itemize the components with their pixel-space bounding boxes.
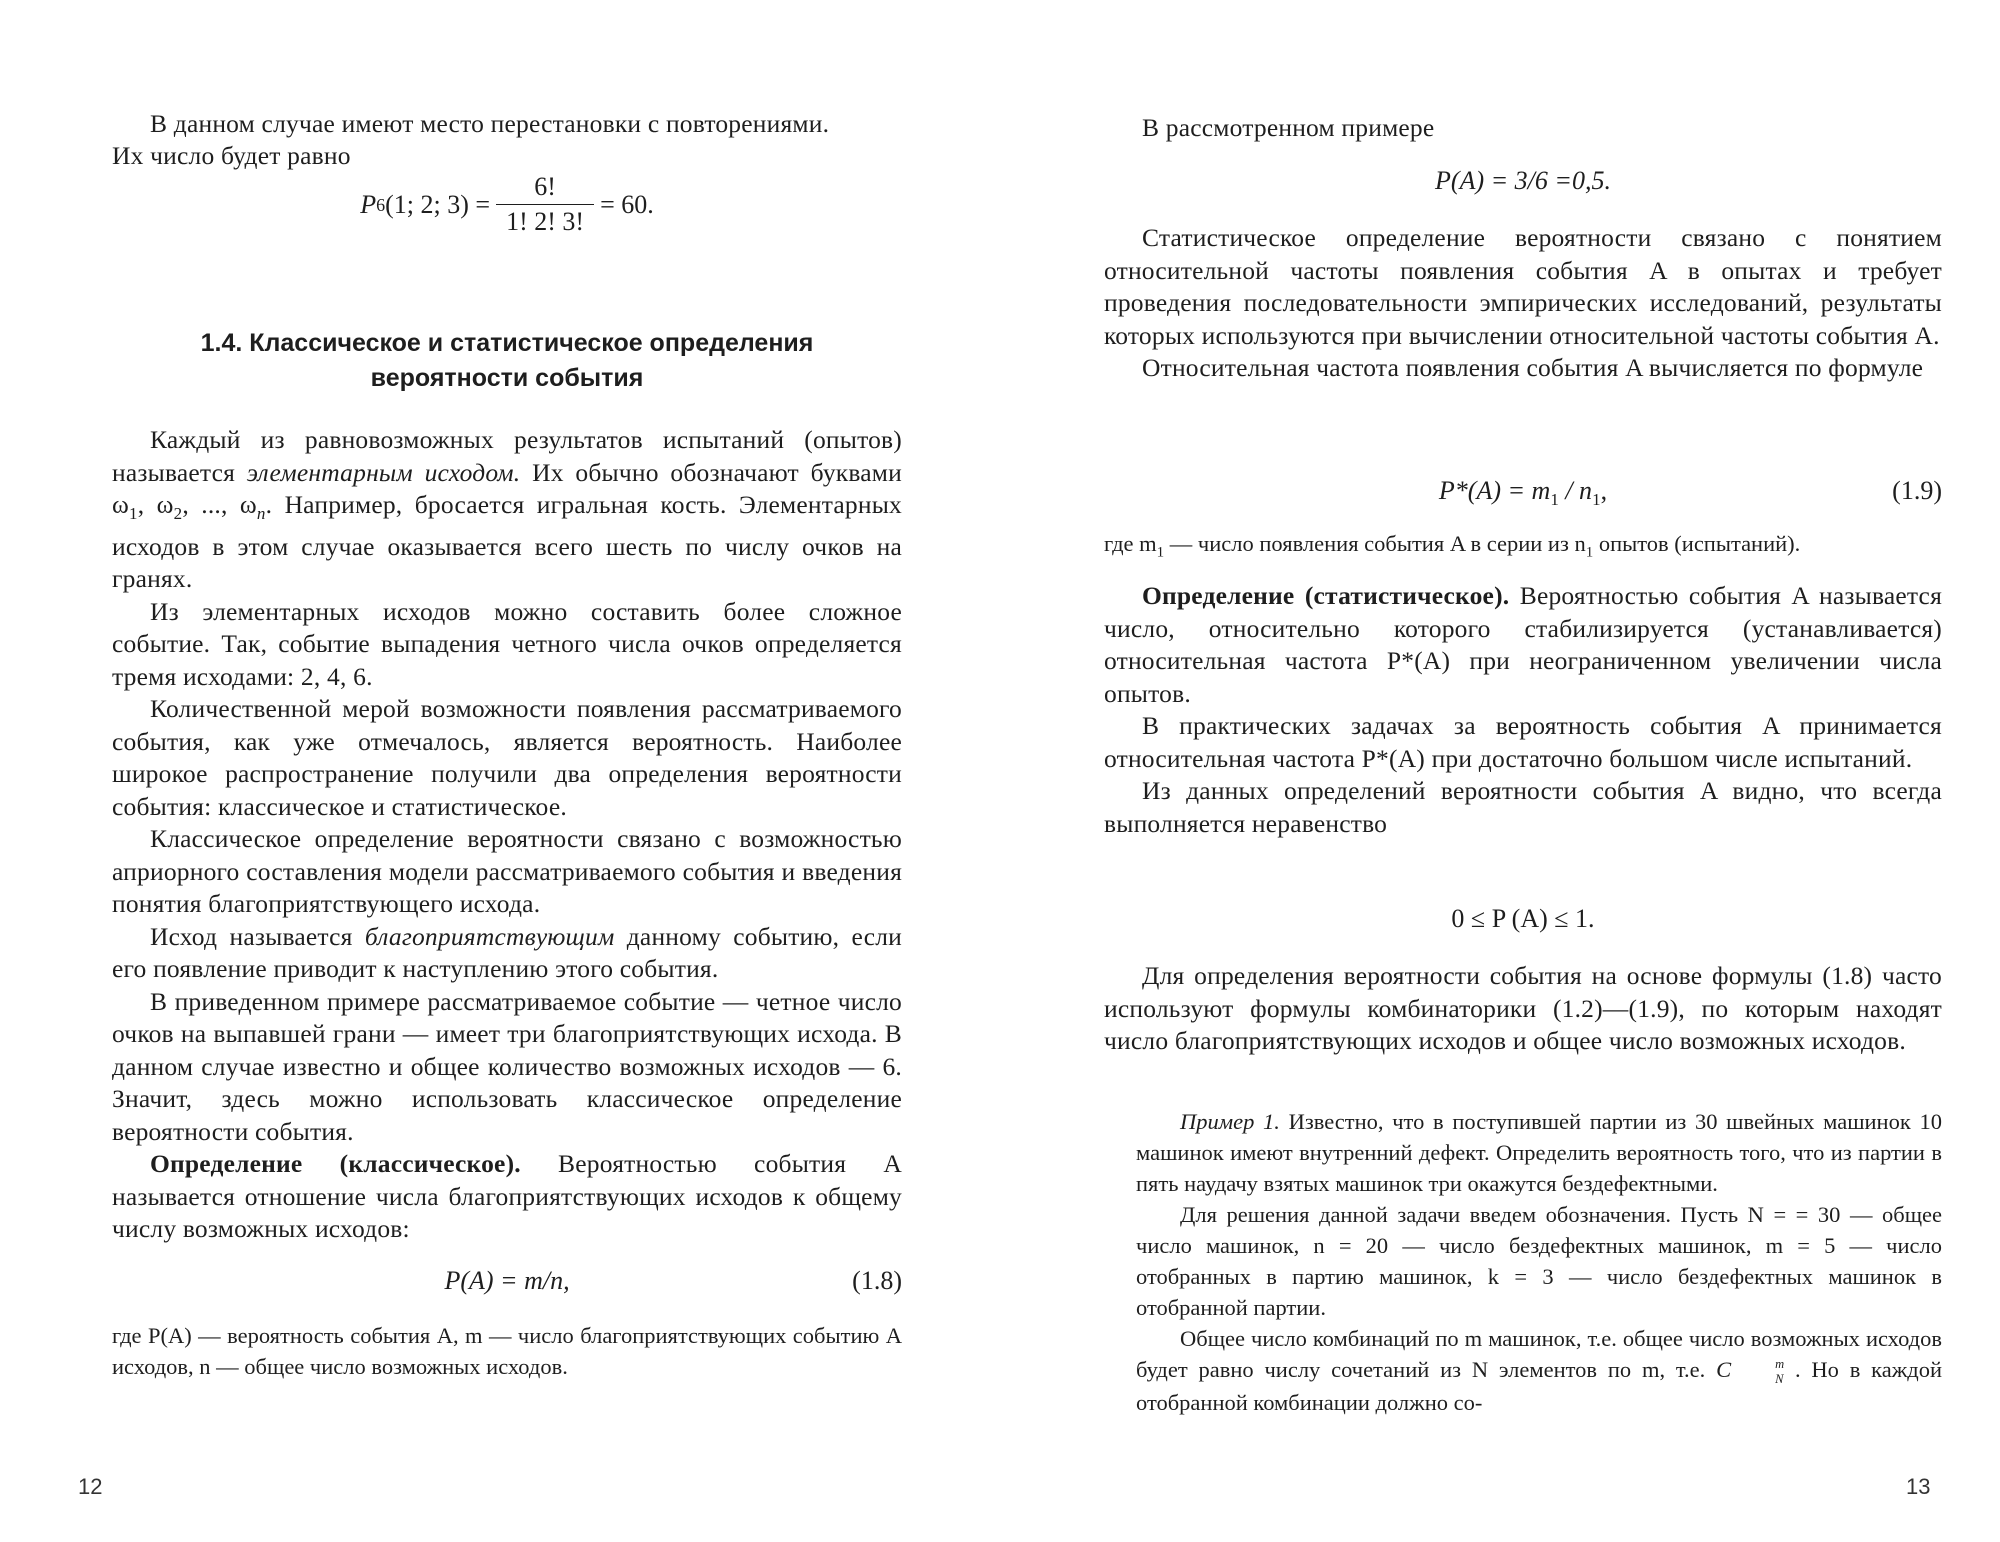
paragraph-relative-frequency: Относительная частота появления события A вычисляется по формуле bbox=[1142, 353, 1924, 382]
classic-formula-text: P(A) = m/n, bbox=[444, 1266, 570, 1295]
right-body-middle bbox=[1104, 580, 1942, 840]
perm-fraction bbox=[496, 170, 594, 239]
paragraph-practical-tasks: В практических задачах за вероятность события A принимается относительная частота P*(A) при достаточно большом числе испытаний. bbox=[1104, 711, 1942, 773]
right-body-top bbox=[1104, 222, 1942, 385]
section-heading-line-2: вероятности события bbox=[370, 364, 644, 392]
classic-formula bbox=[112, 1264, 902, 1298]
example-formula: P(A) = 3/6 =0,5. bbox=[1435, 166, 1611, 195]
paragraph-combinatorics: Для определения вероятности события на основе формулы (1.8) часто используют формулы комбинаторики (1.2)—(1.9), по которым находят число благоприятствующих исходов и общее число возможных исходов. bbox=[1104, 961, 1942, 1055]
paragraph-inequality-intro: Из данных определений вероятности события A видно, что всегда выполняется неравенство bbox=[1104, 776, 1942, 838]
intro-line-2: Их число будет равно bbox=[112, 141, 351, 170]
statistical-formula: $P*(A) = m_1 / n_1$, (1.9) bbox=[1438, 476, 1942, 510]
equation-number-1-9: (1.9) bbox=[1892, 476, 1942, 505]
example-1-block bbox=[1136, 1106, 1942, 1418]
statistical-formula-legend: где $m_1$ — число появления события A в серии из $n_1$ опытов (испытаний). bbox=[1104, 531, 1801, 561]
paragraph-complex-event: Из элементарных исходов можно составить более сложное событие. Так, событие выпадения четного числа очков определяется тремя исходами: 2, 4, 6. bbox=[112, 596, 902, 691]
term-elementary-outcome: элементарным исходом. bbox=[246, 457, 521, 487]
paragraph-statistical-intro: Статистическое определение вероятности связано с понятием относительной частоты появления события A в опытах и требует проведения последовательности эмпирических исследований, результаты которых используются при вычислении относительной частоты события A. bbox=[1104, 223, 1942, 350]
perm-lhs-sub: 6 bbox=[376, 194, 386, 215]
statistical-definition-label: Определение (статистическое). bbox=[1142, 581, 1510, 610]
left-body bbox=[112, 424, 902, 1246]
equation-number-1-8: (1.8) bbox=[852, 1266, 902, 1295]
page-number-right: 13 bbox=[1906, 1474, 1931, 1499]
paragraph-example-even: В приведенном примере рассматриваемое событие — четное число очков на выпавшей грани — имеет три благоприятствующих исхода. В данном случае известно и общее количество возможных исходов — 6. Значит, здесь можно использовать классическое определение вероятности события. bbox=[112, 986, 902, 1146]
perm-numerator: 6! bbox=[496, 170, 594, 205]
example-1-combinations: Общее число комбинаций по m машинок, т.е. общее число возможных исходов будет равно числу сочетаний из N элементов по m, т.е. C m N . Но в каждой отобранной комбинации должно со- bbox=[1136, 1326, 1943, 1415]
paragraph-favorable-outcome: Исход называется благоприятствующим данному событию, если его появление приводит к наступлению этого события. bbox=[112, 921, 902, 984]
paragraph-elementary-outcomes: Каждый из равновозможных результатов испытаний (опытов) называется элементарным исходом. Их обычно обозначают буквами $\omega_1$, $\omega_2$, ..., $\omega_n$. Например, бросается игральная кость. Элементарных исходов в этом случае оказывается всего шесть по числу очков на гранях. bbox=[112, 425, 903, 594]
section-heading-line-1: 1.4. Классическое и статистическое определения bbox=[200, 329, 814, 357]
paragraph-statistical-definition: Определение (статистическое). Вероятностью события A называется число, относительно которого стабилизируется (устанавливается) относительная частота P*(A) при неограниченном увеличении числа опытов. bbox=[1104, 581, 1942, 708]
paragraph-classic-def-intro: Классическое определение вероятности связано с возможностью априорного составления модели рассматриваемого события и введения понятия благоприятствующего исхода. bbox=[112, 824, 902, 919]
example-1-statement: Пример 1. Известно, что в поступившей партии из 30 швейных машинок 10 машинок имеют внутренний дефект. Определить вероятность того, что из партии в пять наудачу взятых машинок три окажутся бездефектными. bbox=[1136, 1109, 1942, 1196]
combination-symbol: C m N bbox=[1716, 1356, 1785, 1386]
inequality-formula: 0 ≤ P (A) ≤ 1. bbox=[1451, 904, 1595, 933]
perm-args: (1; 2; 3) = bbox=[385, 189, 491, 219]
classic-definition-label: Определение (классическое). bbox=[150, 1149, 521, 1179]
classic-formula-legend: где P(A) — вероятность события A, m — число благоприятствующих событию A исходов, n — общее число возможных исходов. bbox=[112, 1323, 902, 1379]
intro-line-1: В данном случае имеют место перестановки с повторениями. bbox=[150, 109, 830, 138]
perm-rhs: = 60. bbox=[600, 189, 654, 219]
perm-denominator: 1! 2! 3! bbox=[506, 207, 585, 236]
page-number-left: 12 bbox=[78, 1474, 103, 1499]
term-favorable: благоприятствующим bbox=[364, 921, 615, 951]
perm-lhs: P bbox=[360, 189, 377, 219]
permutation-formula bbox=[112, 170, 902, 239]
section-heading bbox=[112, 326, 902, 396]
paragraph-probability-measure: Количественной мерой возможности появления рассматриваемого события, как уже отмечалось, является вероятность. Наиболее широкое распространение получили два определения вероятности события: классическое и статистическое. bbox=[112, 694, 902, 821]
paragraph-classic-definition: Определение (классическое). Вероятностью события A называется отношение числа благоприятствующих исходов к общему числу возможных исходов: bbox=[112, 1149, 902, 1244]
example-1-notation: Для решения данной задачи введем обозначения. Пусть N = = 30 — общее число машинок, n = 20 — число бездефектных машинок, m = 5 — число отобранных в партию машинок, k = 3 — число бездефектных машинок в отобранной партии. bbox=[1136, 1202, 1942, 1320]
paragraph-example-reference: В рассмотренном примере bbox=[1142, 113, 1435, 142]
example-1-label: Пример 1. bbox=[1180, 1109, 1280, 1134]
